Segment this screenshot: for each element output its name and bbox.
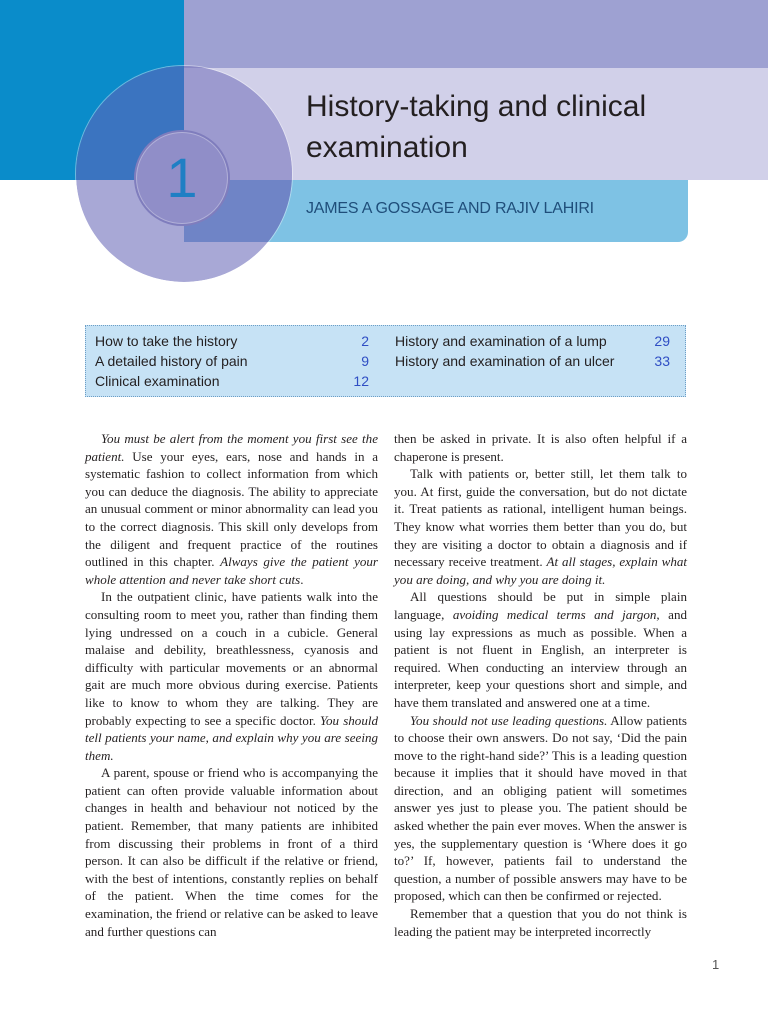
paragraph-text: Remember that a question that you do not think is leading the patient may be interpreted incorrectly — [394, 906, 687, 939]
paragraph-text: All questions should be put in simple plain language, — [394, 589, 687, 622]
toc-item[interactable] — [395, 331, 670, 351]
paragraph — [85, 430, 378, 588]
paragraph — [394, 588, 687, 711]
paragraph-text: Use your eyes, ears, nose and hands in a systematic fashion to collect information from which you can deduce the diagnosis. The ability to appreciate an unusual comment or minor abnormality can lead you to the correct diagnosis. This skill only develops from the diligent and frequent practice of the routines outlined in this chapter. — [85, 448, 378, 570]
emphasis: At all stages, explain what you are doing, and why you are doing it. — [394, 554, 687, 587]
toc-item-label: A detailed history of pain — [95, 353, 248, 369]
paragraph-text: Talk with patients or, better still, let them talk to you. At first, guide the conversation, but do not dictate it. Treat patients as rational, intelligent human beings. They know what worries them better than you do, but they are visiting a doctor to obtain a diagnosis and if necessary receive treatment. — [394, 466, 687, 570]
paragraph — [394, 712, 687, 906]
toc-item[interactable] — [395, 351, 670, 371]
toc-item[interactable] — [95, 351, 369, 371]
header-purple-band — [184, 0, 768, 68]
paragraph — [394, 905, 687, 940]
toc-item-label: How to take the history — [95, 333, 238, 349]
paragraph-text: Allow patients to choose their own answers. Do not say, ‘Did the pain move to the right-hand side?’ This is a leading question because it implies that it should have moved in that direction, and an obliging patient will sometimes answer yes just to please you. The patient should be asked whether the pain ever moves. When the answer is yes, the supplementary question is ‘Where does it go to?’ If, however, patients fail to understand the question, a number of possible answers may have to be proposed, which can then be confirmed or rejected. — [394, 712, 687, 904]
paragraph-text: then be asked in private. It is also often helpful if a chaperone is present. — [394, 431, 687, 464]
paragraph — [85, 588, 378, 764]
emphasis: You should tell patients your name, and explain why you are seeing them. — [85, 712, 378, 763]
emphasis: Always give the patient your whole attention and never take short cuts — [85, 554, 378, 587]
toc-item-label: Clinical examination — [95, 373, 220, 389]
paragraph — [394, 430, 687, 465]
paragraph — [85, 764, 378, 940]
toc-item-page: 9 — [361, 353, 369, 369]
paragraph-text: and using lay expressions as much as possible. When a patient is not fluent in English, an interpreter is required. When conducting an interview through an interpreter, keep your questions short and simple, and have them translated and answered one at a time. — [394, 606, 687, 710]
body-column-right — [394, 430, 687, 940]
chapter-contents-box — [85, 325, 686, 397]
toc-item-page: 33 — [654, 353, 670, 369]
paragraph-text: A parent, spouse or friend who is accompanying the patient can often provide valuable information about changes in health and behaviour not noticed by the patient. Remember, that many patients are inhibited from discussing their problems in front of a third person. It can also be difficult if the relative or friend, with the best of intentions, constantly replies on behalf of the patient. When the time comes for the examination, the friend or relative can be asked to leave and further questions can — [85, 765, 378, 939]
chapter-number: 1 — [166, 146, 198, 209]
body-column-left — [85, 430, 378, 940]
page-number: 1 — [712, 957, 720, 972]
toc-item[interactable] — [95, 371, 369, 391]
toc-item-page: 12 — [353, 373, 369, 389]
paragraph — [394, 465, 687, 588]
chapter-authors: JAMES A GOSSAGE AND RAJIV LAHIRI — [306, 200, 594, 217]
emphasis: You must be alert from the moment you first see the patient. — [85, 431, 378, 464]
emphasis: avoiding medical terms and jargon, — [452, 606, 660, 622]
toc-item-label: History and examination of an ulcer — [395, 353, 615, 369]
toc-item-label: History and examination of a lump — [395, 333, 607, 349]
emphasis: You should not use leading questions. — [410, 712, 608, 728]
toc-item-page: 2 — [361, 333, 369, 349]
toc-item-page: 29 — [654, 333, 670, 349]
paragraph-text: . — [300, 571, 304, 587]
chapter-title: History-taking and clinical examination — [306, 90, 647, 164]
toc-item[interactable] — [95, 331, 369, 351]
paragraph-text: In the outpatient clinic, have patients walk into the consulting room to meet you, rather than finding them lying undressed on a couch in a cubicle. General malaise and debility, breathlessness, cyanosis and difficulty with particular movements or an abnormal gait are much more obvious during exercise. Patients like to know to whom they are talking. They are probably expecting to see a specific doctor. — [85, 589, 378, 728]
